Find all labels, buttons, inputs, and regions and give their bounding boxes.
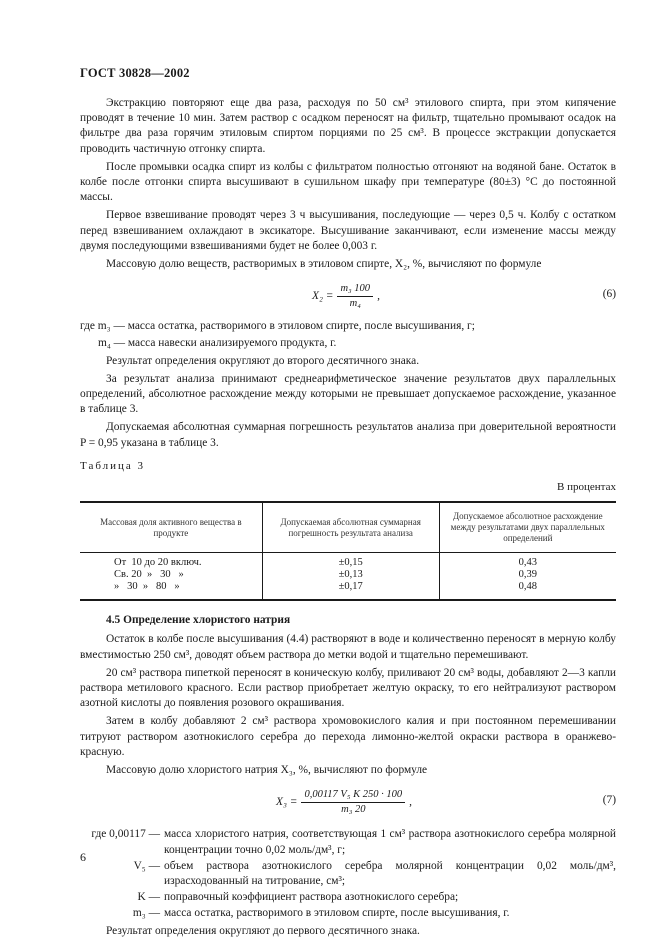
paragraph: Остаток в колбе после высушивания (4.4) растворяют в воде и количественно переносят в мерную колбу вместимостью 250 см³, доводят объем раствора до метки водой и тщательно перемешивают. bbox=[80, 633, 616, 661]
definition-row bbox=[80, 827, 616, 857]
formula-denominator: m₃ 20 bbox=[341, 804, 366, 816]
definition-desc: поправочный коэффициент раствора азотнокислого серебра; bbox=[164, 891, 459, 904]
formula-number: (6) bbox=[602, 288, 616, 301]
paragraph: За результат анализа принимают среднеарифметическое значение результатов двух параллельных определений, абсолютное расхождение между которыми не превышает допускаемое расхождение, указанное в таблице 3. bbox=[80, 372, 616, 416]
table-unit: В процентах bbox=[557, 481, 616, 494]
table-cell: ±0,15 ±0,13 ±0,17 bbox=[262, 553, 439, 601]
formula-tail: , bbox=[409, 796, 412, 809]
table-header: Допускаемая абсолютная суммарная погрешность результата анализа bbox=[262, 502, 439, 553]
paragraph: 20 см³ раствора пипеткой переносят в коническую колбу, приливают 20 см³ воды, добавляют 2—3 капли раствора метилового красного. Если раствор приобретает желтую окраску, то его нейтрализуют раствором азотной кислоты до появления розового окрашивания. bbox=[80, 666, 616, 710]
definition-term: V₅ — bbox=[133, 859, 160, 872]
table-row bbox=[80, 553, 616, 601]
section-title: 4.5 Определение хлористого натрия bbox=[106, 614, 291, 627]
definition-row bbox=[80, 859, 616, 889]
formula-numerator: m₃ 100 bbox=[337, 283, 373, 297]
paragraph: Массовую долю веществ, растворимых в этиловом спирте, X₂, %, вычисляют по формуле bbox=[106, 258, 542, 271]
document-body bbox=[80, 96, 616, 942]
definition: m₄ — масса навески анализируемого продукта, г. bbox=[98, 337, 337, 350]
paragraph: Затем в колбу добавляют 2 см³ раствора хромовокислого калия и при постоянном перемешивании титруют раствором азотнокислого серебра до перехода лимонно-желтой окраски раствора в оранжево-красную. bbox=[80, 715, 616, 758]
table-cell: 0,43 0,39 0,48 bbox=[439, 553, 616, 601]
definition-desc: масса остатка, растворимого в этиловом спирте, после высушивания, г. bbox=[164, 907, 510, 920]
table-cell: От 10 до 20 включ. Св. 20 » 30 » » 30 » 80 » bbox=[80, 553, 262, 601]
paragraph: Экстракцию повторяют еще два раза, расходуя по 50 см³ этилового спирта, при этом кипячение проводят в течение 10 мин. Затем раствор с осадком переносят на фильтр, тщательно промывают осадок на фильтре два раза горячим этиловым спиртом порциями по 25 см³. В процессе экстракции допускается проводить частичную отгонку спирта. bbox=[80, 97, 616, 155]
paragraph: Первое взвешивание проводят через 3 ч высушивания, последующие — через 0,5 ч. Колбу с остатком перед взвешиванием охлаждают в эксикаторе. Высушивание заканчивают, если изменение массы между двумя последующими взвешиваниями будет не более 0,003 г. bbox=[80, 209, 616, 252]
formula-fraction bbox=[301, 789, 405, 816]
definition-list bbox=[80, 827, 616, 921]
definition-row bbox=[80, 890, 616, 905]
formula-6 bbox=[80, 275, 616, 315]
definition-term: m₃ — bbox=[132, 907, 160, 920]
table-header: Допускаемое абсолютное расхождение между результатами двух параллельных определений bbox=[439, 502, 616, 553]
paragraph: Массовую долю хлористого натрия X₃, %, вычисляют по формуле bbox=[106, 764, 428, 777]
table-3 bbox=[80, 501, 616, 601]
formula-number: (7) bbox=[602, 794, 616, 807]
page-number: 6 bbox=[80, 850, 86, 864]
paragraph: Результат определения округляют до второго десятичного знака. bbox=[106, 354, 420, 367]
definition-term: где 0,00117 — bbox=[91, 828, 160, 841]
definition-desc: объем раствора азотнокислого серебра молярной концентрации 0,02 моль/дм³, израсходованный на титрование, см³; bbox=[164, 859, 616, 887]
formula-lhs: X₃ = bbox=[276, 796, 298, 809]
paragraph: Допускаемая абсолютная суммарная погрешность результатов анализа при доверительной вероятности P = 0,95 указана в таблице 3. bbox=[80, 421, 616, 449]
table-header: Массовая доля активного вещества в продукте bbox=[80, 502, 262, 553]
paragraph: После промывки осадка спирт из колбы с фильтратом полностью отгоняют на водяной бане. Остаток в колбе после отгонки спирта высушивают в сушильном шкафу при температуре (80±3) °С до постоянной массы. bbox=[80, 160, 616, 204]
formula-fraction bbox=[337, 283, 373, 310]
formula-7 bbox=[80, 781, 616, 821]
definition: где m₃ — масса остатка, растворимого в этиловом спирте, после высушивания, г; bbox=[80, 320, 475, 333]
table-title: Таблица 3 bbox=[80, 459, 146, 472]
formula-denominator: m₄ bbox=[349, 298, 361, 310]
formula-tail: , bbox=[377, 290, 380, 303]
formula-numerator: 0,00117 V₅ K 250 · 100 bbox=[301, 789, 405, 803]
formula-lhs: X₂ = bbox=[312, 290, 334, 303]
definition-desc: масса хлористого натрия, соответствующая 1 см³ раствора азотнокислого серебра молярной концентрации точно 0,02 моль/дм³, г; bbox=[164, 828, 616, 856]
definition-term: K — bbox=[137, 891, 160, 904]
definition-row bbox=[80, 906, 616, 921]
paragraph: Результат определения округляют до первого десятичного знака. bbox=[106, 924, 420, 937]
document-header: ГОСТ 30828—2002 bbox=[80, 66, 190, 80]
